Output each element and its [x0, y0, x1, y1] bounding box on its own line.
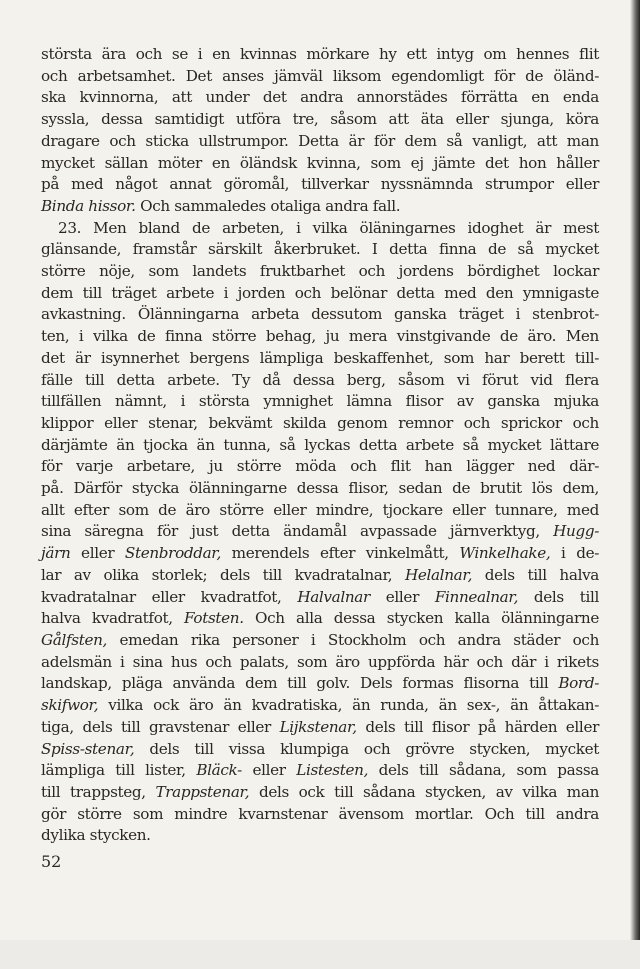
text-segment: klippor eller stenar, bekvämt skilda genom remnor och sprickor och	[41, 413, 599, 432]
text-segment: för varje arbetare, ju större möda och flit han lägger ned där-	[41, 457, 599, 476]
text-line	[41, 261, 599, 283]
text-segment: dels till sådana, som passa	[368, 761, 599, 780]
text-segment: halva kvadratfot,	[41, 609, 185, 628]
text-line	[41, 543, 599, 565]
text-line	[41, 739, 599, 761]
italic-term: Spiss-stenar,	[41, 739, 135, 758]
text-segment: Och sammaledes otaliga andra fall.	[135, 196, 401, 215]
text-line	[41, 500, 599, 522]
italic-term: Halvalnar	[297, 587, 370, 606]
italic-term: Binda hissor.	[41, 196, 136, 215]
text-line	[41, 370, 599, 392]
text-line	[41, 717, 599, 739]
text-segment: syssla, dessa samtidigt utföra tre, såsom att äta eller sjunga, köra	[41, 110, 599, 129]
text-segment: tiga, dels till gravstenar eller	[41, 717, 280, 736]
text-segment: emedan rika personer i Stockholm och andra städer och	[107, 630, 599, 649]
text-line	[41, 435, 599, 457]
text-line	[41, 587, 599, 609]
text-segment: mycket sällan möter en öländsk kvinna, som ej jämte det hon håller	[41, 153, 599, 172]
italic-term: Fotsten.	[184, 609, 244, 628]
text-line	[41, 652, 599, 674]
page-number: 52	[41, 852, 62, 871]
text-line	[41, 153, 599, 175]
text-segment: större nöje, som landets fruktbarhet och jordens bördighet lockar	[41, 262, 599, 281]
text-segment: största ära och se i en kvinnas mörkare hy ett intyg om hennes flit	[41, 45, 599, 63]
text-segment: och arbetsamhet. Det anses jämväl liksom egendomligt för de öländ-	[41, 66, 599, 85]
text-segment: Och alla dessa stycken kalla ölänningarne	[243, 609, 599, 628]
text-line	[41, 565, 599, 587]
text-line	[41, 804, 599, 826]
text-segment: dragare och sticka ullstrumpor. Detta är för dem så vanligt, att man	[41, 131, 599, 150]
text-segment: sina säregna för just detta ändamål avpassade järnverktyg,	[41, 522, 554, 541]
italic-term: Lijkstenar,	[279, 717, 357, 736]
text-segment: dels till	[518, 587, 599, 606]
text-line	[41, 456, 599, 478]
text-line	[41, 239, 599, 261]
text-segment: vilka ock äro än kvadratiska, än runda, än sex-, än åttakan-	[98, 696, 599, 715]
text-segment: allt efter som de äro större eller mindre, tjockare eller tunnare, med	[41, 500, 599, 519]
text-line	[41, 760, 599, 782]
text-segment: på med något annat göromål, tillverkar nyssnämnda strumpor eller	[41, 175, 599, 194]
italic-term: Trappstenar,	[155, 782, 250, 801]
italic-term: Listesten,	[296, 761, 369, 780]
text-segment: kvadratalnar eller kvadratfot,	[41, 587, 298, 606]
text-line	[41, 608, 599, 630]
text-segment: eller	[241, 761, 297, 780]
text-line	[41, 304, 599, 326]
text-segment: i de-	[550, 544, 599, 563]
italic-term: Winkelhake,	[459, 544, 551, 563]
text-segment: lämpliga till lister,	[41, 761, 197, 780]
text-line	[41, 630, 599, 652]
text-line	[41, 196, 599, 218]
text-line	[41, 695, 599, 717]
text-segment: på. Därför stycka ölänningarne dessa flisor, sedan de brutit lös dem,	[41, 479, 599, 498]
text-segment: det är isynnerhet bergens lämpliga beskaffenhet, som har berett till-	[41, 348, 599, 367]
scan-margin	[0, 940, 640, 969]
italic-term: Gålfsten,	[41, 630, 108, 649]
body-text	[41, 44, 599, 847]
text-segment: merendels efter vinkelmått,	[221, 544, 460, 563]
italic-term: Hugg-	[553, 522, 599, 541]
text-line	[41, 348, 599, 370]
text-segment: fälle till detta arbete. Ty då dessa berg, såsom vi förut vid flera	[41, 370, 599, 389]
text-segment: dylika stycken.	[41, 826, 151, 845]
text-segment: dels till halva	[472, 565, 600, 584]
text-segment: därjämte än tjocka än tunna, så lyckas detta arbete så mycket lättare	[41, 435, 599, 454]
text-line	[41, 825, 599, 847]
italic-term: Helalnar,	[404, 565, 473, 584]
text-line	[41, 326, 599, 348]
text-line	[41, 66, 599, 88]
text-line	[41, 87, 599, 109]
text-line	[41, 478, 599, 500]
text-segment: glänsande, framstår särskilt åkerbruket. I detta finna de så mycket	[41, 240, 599, 259]
text-line	[41, 782, 599, 804]
text-segment: till trappsteg,	[41, 782, 156, 801]
page-edge-shadow	[630, 0, 640, 940]
italic-term: Finnealnar,	[434, 587, 519, 606]
text-segment: gör större som mindre kvarnstenar ävensom mortlar. Och till andra	[41, 804, 599, 823]
text-line	[41, 413, 599, 435]
text-segment: adelsmän i sina hus och palats, som äro uppförda här och där i rikets	[41, 652, 599, 671]
text-line	[41, 131, 599, 153]
italic-term: Stenbroddar,	[124, 544, 222, 563]
text-line	[41, 521, 599, 543]
text-segment: 23. Men bland de arbeten, i vilka öläningarnes idoghet är mest	[58, 218, 599, 237]
italic-term: Bord-	[558, 674, 599, 693]
text-segment: ska kvinnorna, att under det andra annorstädes förrätta en enda	[41, 88, 599, 107]
text-segment: landskap, pläga använda dem till golv. Dels formas flisorna till	[41, 674, 559, 693]
text-segment: avkastning. Ölänningarna arbeta dessutom ganska träget i stenbrot-	[41, 305, 599, 324]
text-line	[41, 283, 599, 305]
text-line	[41, 391, 599, 413]
text-segment: dem till träget arbete i jorden och belönar detta med den ymnigaste	[41, 283, 599, 302]
text-line	[41, 218, 599, 240]
text-segment: dels till flisor på härden eller	[356, 717, 599, 736]
text-segment: eller	[70, 544, 125, 563]
text-segment: tillfällen nämnt, i största ymnighet lämna flisor av ganska mjuka	[41, 392, 599, 411]
text-line	[41, 673, 599, 695]
italic-term: Bläck-	[196, 761, 242, 780]
text-segment: dels till vissa klumpiga och grövre stycken, mycket	[134, 739, 599, 758]
text-segment: ten, i vilka de finna större behag, ju mera vinstgivande de äro. Men	[41, 327, 599, 346]
text-line	[41, 174, 599, 196]
italic-term: skifwor,	[41, 696, 99, 715]
text-segment: eller	[369, 587, 435, 606]
text-line	[41, 44, 599, 66]
text-line	[41, 109, 599, 131]
text-segment: lar av olika storlek; dels till kvadratalnar,	[41, 565, 405, 584]
italic-term: järn	[41, 544, 71, 563]
text-segment: dels ock till sådana stycken, av vilka man	[249, 782, 599, 801]
